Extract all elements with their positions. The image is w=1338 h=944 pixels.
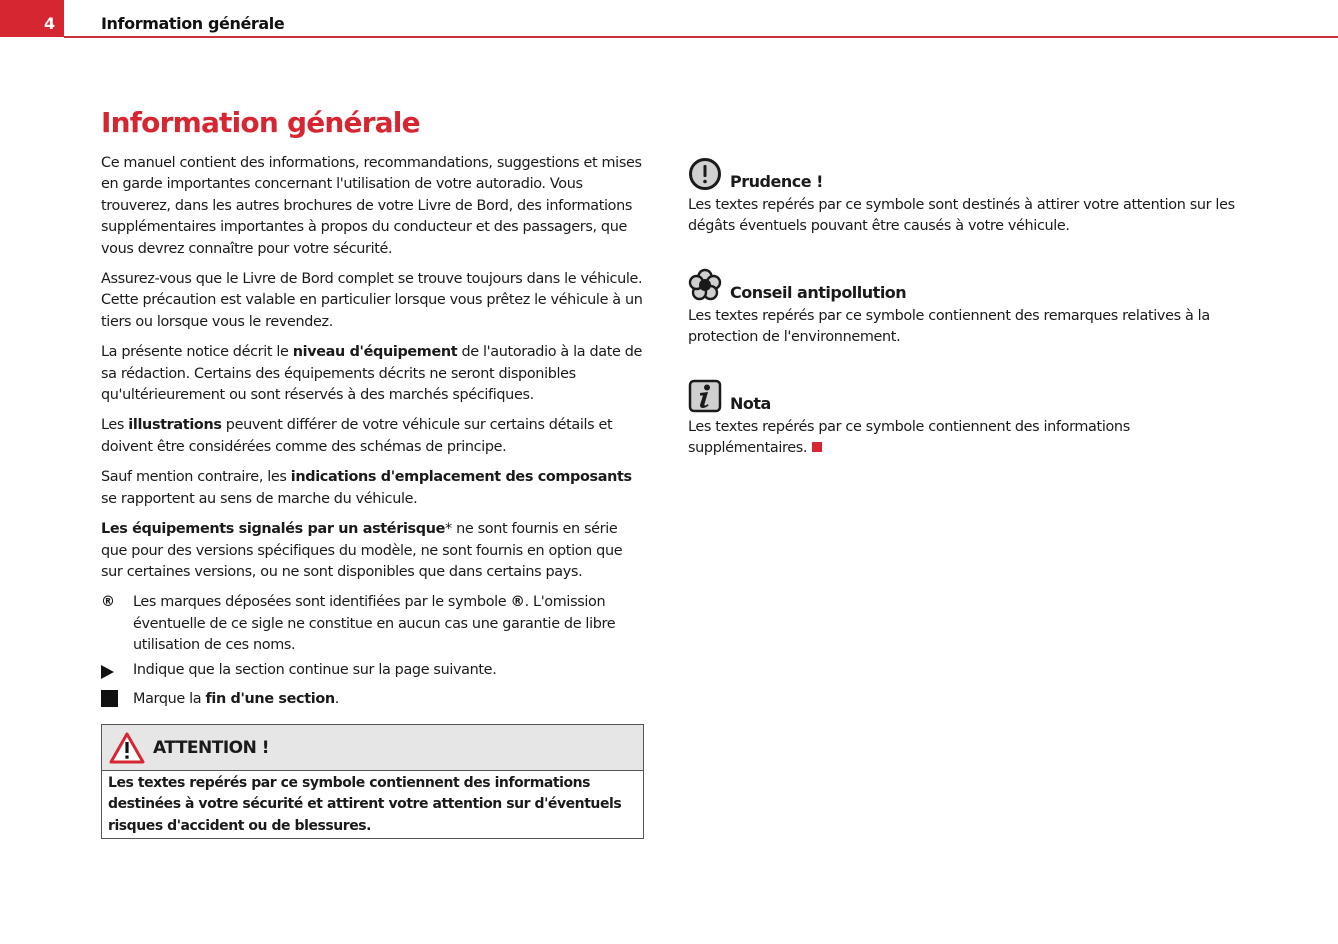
note-body: Les textes repérés par ce symbole contiennent des remarques relatives à la protection de l'environnement. (688, 307, 1210, 346)
end-of-section-icon (812, 442, 822, 452)
info-icon (688, 379, 722, 413)
legend-item-registered (101, 592, 646, 656)
warning-box (101, 724, 644, 839)
bold-text: fin d'une section (205, 690, 335, 707)
note-info (688, 379, 1248, 460)
paragraph (101, 269, 646, 333)
text-run: * ne sont fournis en série que pour des versions spécifiques du modèle, ne sont fournis en option que sur certaines versions, ou ne sont disponibles que dans certains pays. (101, 521, 623, 580)
legend-text (133, 660, 496, 681)
note-title: Prudence ! (730, 172, 823, 191)
left-column (101, 153, 646, 717)
text-run: Indique que la section continue sur la page suivante. (133, 661, 497, 678)
caution-circle-icon (688, 157, 722, 191)
header-rule (64, 36, 1338, 38)
paragraph (101, 467, 646, 510)
warning-triangle-icon (109, 732, 145, 764)
end-of-section-icon (101, 690, 118, 707)
note-title: Conseil antipollution (730, 282, 907, 302)
bold-text: Les équipements signalés par un astérisque (101, 521, 446, 538)
note-caution (688, 157, 1248, 238)
environment-flower-icon (688, 268, 722, 302)
bold-text: indications d'emplacement des composants (290, 469, 632, 486)
bold-text: niveau d'équipement (292, 344, 458, 361)
page-title: Information générale (101, 106, 420, 139)
bold-text: illustrations (128, 417, 222, 434)
text-run: peuvent différer de votre véhicule sur certains détails et doivent être considérées comme des schémas de principe. (101, 417, 613, 455)
paragraph (101, 153, 646, 260)
intro-paragraphs (101, 153, 646, 583)
text-run: Les marques déposées sont identifiées par le symbole (133, 594, 511, 611)
symbol-legend (101, 592, 646, 714)
text-run: Ce manuel contient des informations, recommandations, suggestions et mises en garde importantes concernant l'utilisation de votre autoradio. Vous trouverez, dans les autres brochures de votre Livre de Bord, des informations supplémentaires importantes à propos du conducteur et des passagers, que vous devrez connaître pour votre sécurité. (101, 155, 642, 257)
note-environment (688, 268, 1248, 349)
paragraph (101, 415, 646, 458)
text-run: se rapportent au sens de marche du véhicule. (101, 490, 418, 507)
legend-item-end-section (101, 689, 646, 714)
paragraph (101, 342, 646, 406)
text-run: La présente notice décrit le (101, 344, 293, 361)
running-title: Information générale (101, 14, 285, 33)
continue-arrow-icon (101, 665, 114, 679)
text-run: Assurez-vous que le Livre de Bord complet se trouve toujours dans le véhicule. Cette précaution est valable en particulier lorsque vous prêtez le véhicule à un tiers ou lorsque vous le revendez. (101, 271, 643, 330)
text-run: Sauf mention contraire, les (101, 469, 291, 486)
legend-item-continue (101, 660, 646, 686)
warning-header (102, 725, 643, 771)
note-body: Les textes repérés par ce symbole contiennent des informations supplémentaires. (688, 418, 1130, 457)
note-body: Les textes repérés par ce symbole sont destinés à attirer votre attention sur les dégâts éventuels pouvant être causés à votre véhicule. (688, 197, 1235, 235)
note-title: Nota (730, 393, 771, 413)
text-run: . L'omission éventuelle de ce sigle ne constitue en aucun cas une garantie de libre utilisation de ces noms. (133, 594, 616, 654)
warning-title: ATTENTION ! (153, 737, 270, 758)
legend-text (133, 592, 646, 656)
text-run: de l'autoradio à la date de sa rédaction. Certains des équipements décrits ne seront disponibles qu'ultérieurement ou sont réservés à des marchés spécifiques. (101, 344, 643, 404)
right-column (688, 157, 1248, 489)
text-run: Les (101, 417, 129, 434)
paragraph (101, 519, 646, 583)
page-number: 4 (44, 14, 56, 33)
text-run: . (334, 690, 339, 707)
registered-icon: ® (101, 594, 115, 611)
text-run: Marque la (133, 690, 206, 707)
legend-text (133, 689, 339, 710)
bold-text: ® (510, 594, 525, 611)
warning-body: Les textes repérés par ce symbole contiennent des informations destinées à votre sécurité et attirent votre attention sur d'éventuels risques d'accident ou de blessures. (108, 775, 622, 834)
